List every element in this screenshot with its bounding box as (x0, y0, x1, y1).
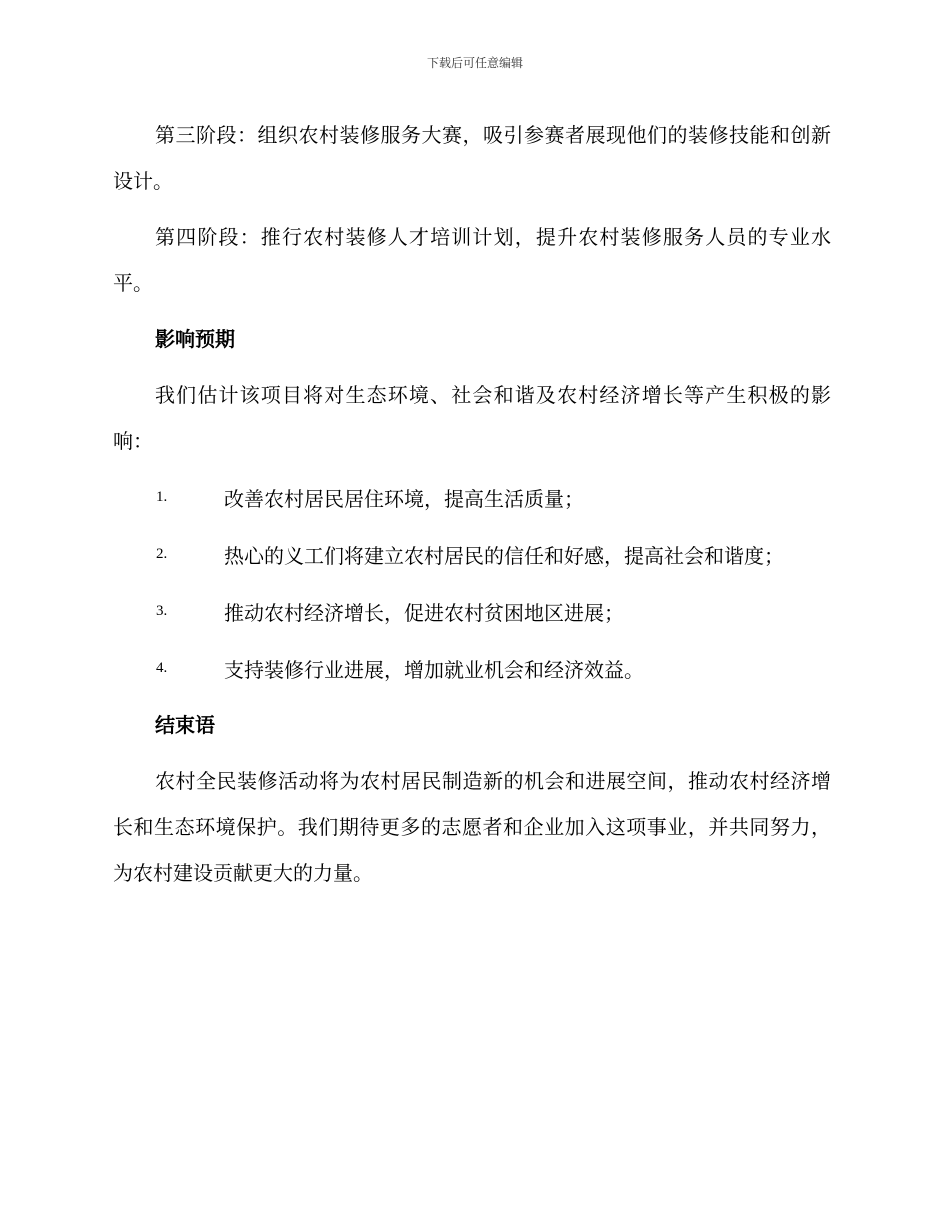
list-item (113, 531, 831, 578)
list-item (113, 474, 831, 521)
list-item-text: 热心的义工们将建立农村居民的信任和好感，提高社会和谐度； (224, 544, 784, 568)
list-item-number: 1. (156, 489, 168, 505)
paragraph-conclusion: 农村全民装修活动将为农村居民制造新的机会和进展空间，推动农村经济增长和生态环境保护。我们期待更多的志愿者和企业加入这项事业，并共同努力，为农村建设贡献更大的力量。 (113, 769, 831, 885)
section-heading-conclusion: 结束语 (155, 713, 215, 737)
document-body (113, 112, 831, 906)
list-item (113, 645, 831, 692)
list-item-number: 2. (156, 546, 168, 562)
list-item (113, 588, 831, 635)
list-item-text: 推动农村经济增长，促进农村贫困地区进展； (224, 601, 624, 625)
list-item-number: 4. (156, 660, 168, 676)
list-item-text: 支持装修行业进展，增加就业机会和经济效益。 (224, 658, 644, 682)
impact-list (113, 474, 831, 692)
page-header: 下载后可任意编辑 (426, 56, 523, 70)
list-item-number: 3. (156, 603, 168, 619)
section-heading-impact: 影响预期 (155, 327, 235, 351)
paragraph-stage-three: 第三阶段：组织农村装修服务大赛，吸引参赛者展现他们的装修技能和创新设计。 (113, 123, 831, 193)
paragraph-stage-four: 第四阶段：推行农村装修人才培训计划，提升农村装修服务人员的专业水平。 (113, 225, 831, 295)
list-item-text: 改善农村居民居住环境，提高生活质量； (224, 487, 584, 511)
paragraph-impact-intro: 我们估计该项目将对生态环境、社会和谐及农村经济增长等产生积极的影响： (113, 383, 831, 453)
